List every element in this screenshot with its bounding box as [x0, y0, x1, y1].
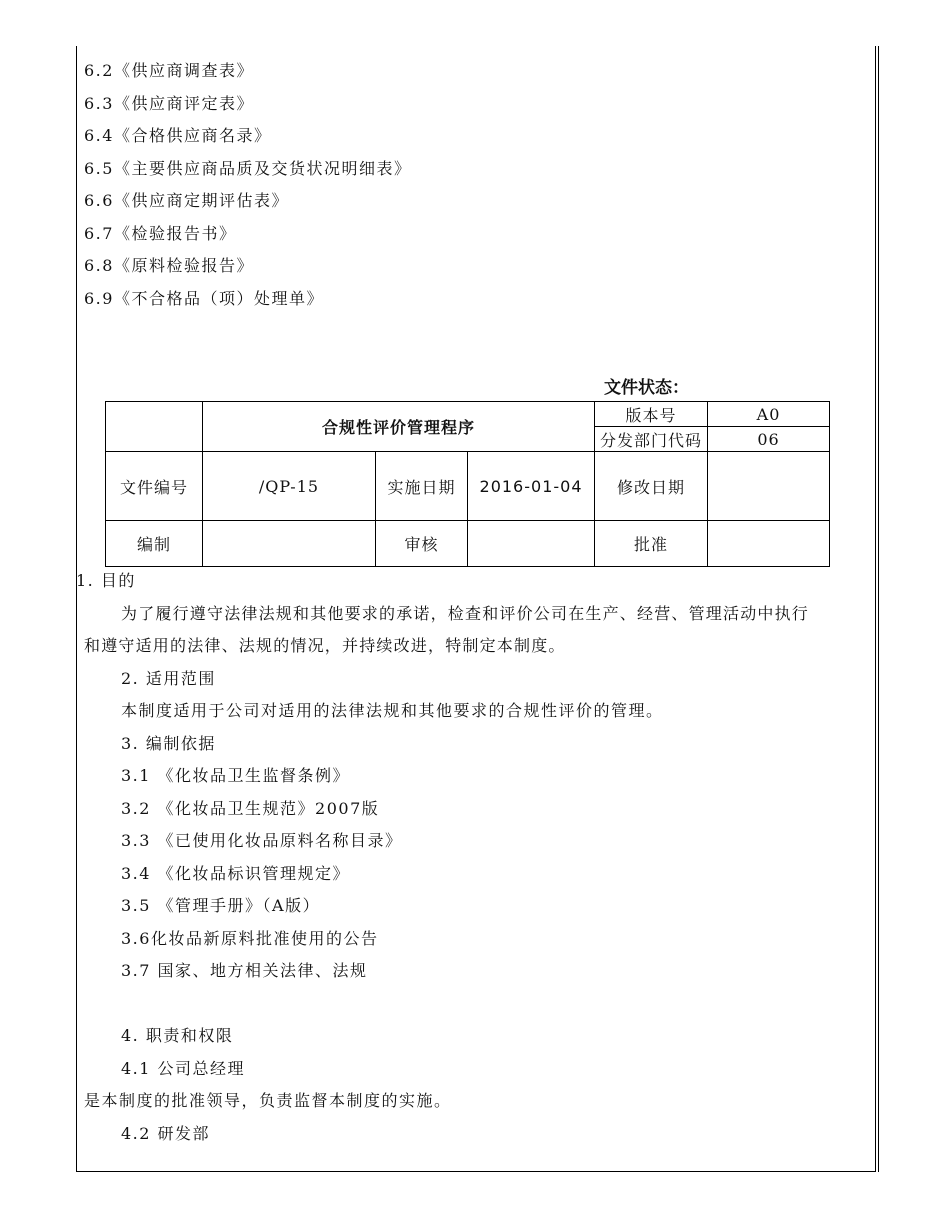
- impl-date-value: 2016-01-04: [468, 452, 595, 521]
- approved-value: [708, 521, 830, 567]
- section-3-item: 3.4 《化妆品标识管理规定》: [121, 863, 351, 883]
- frame-left-border: [76, 46, 77, 1172]
- section-3-item: 3.2 《化妆品卫生规范》2007版: [121, 798, 380, 818]
- header-blank-cell: [106, 402, 203, 452]
- section-2-heading: 2. 适用范围: [121, 668, 216, 688]
- section-4-2-heading: 4.2 研发部: [121, 1123, 211, 1143]
- document-header-table: [105, 401, 830, 567]
- reference-item: 6.8《原料检验报告》: [84, 256, 254, 275]
- frame-right-border-double: [878, 46, 879, 1172]
- spacer: [84, 988, 874, 1021]
- reference-item: 6.7《检验报告书》: [84, 223, 237, 243]
- section-3-item: 3.1 《化妆品卫生监督条例》: [121, 766, 351, 785]
- section-1-paragraph-line: 和遵守适用的法律、法规的情况，并持续改进，特制定本制度。: [84, 636, 566, 655]
- section-3-heading: 3. 编制依据: [121, 733, 216, 753]
- section-1-heading: 1. 目的: [76, 571, 136, 590]
- section-4-heading: 4. 职责和权限: [121, 1026, 234, 1045]
- section-3-item: 3.3 《已使用化妆品原料名称目录》: [121, 831, 403, 850]
- reference-list: [84, 55, 411, 315]
- prepared-value: [203, 521, 376, 567]
- doc-no-label: 文件编号: [106, 452, 203, 521]
- reviewed-value: [468, 521, 595, 567]
- section-1-paragraph-line: 为了履行遵守法律法规和其他要求的承诺，检查和评价公司在生产、经营、管理活动中执行: [121, 603, 810, 623]
- document-status-label: 文件状态：: [604, 378, 689, 398]
- section-4-1-heading: 4.1 公司总经理: [121, 1058, 246, 1078]
- section-3-item: 3.5 《管理手册》（A版）: [121, 896, 321, 915]
- dept-code-label: 分发部门代码: [595, 427, 708, 452]
- document-title: 合规性评价管理程序: [203, 402, 595, 452]
- dept-code-value: 06: [708, 427, 830, 452]
- section-4-1-text: 是本制度的批准领导，负责监督本制度的实施。: [84, 1091, 452, 1110]
- prepared-label: 编制: [106, 521, 203, 567]
- section-3-item: 3.6化妆品新原料批准使用的公告: [121, 928, 379, 948]
- reviewed-label: 审核: [376, 521, 468, 567]
- frame-right-border: [875, 46, 876, 1172]
- version-label: 版本号: [595, 402, 708, 427]
- approved-label: 批准: [595, 521, 708, 567]
- impl-date-label: 实施日期: [376, 452, 468, 521]
- version-value: A0: [708, 402, 830, 427]
- reference-item: 6.6《供应商定期评估表》: [84, 191, 289, 210]
- reference-item: 6.9《不合格品（项）处理单》: [84, 288, 324, 308]
- mod-date-label: 修改日期: [595, 452, 708, 521]
- section-2-text: 本制度适用于公司对适用的法律法规和其他要求的合规性评价的管理。: [121, 701, 664, 720]
- reference-item: 6.5《主要供应商品质及交货状况明细表》: [84, 158, 412, 178]
- section-3-item: 3.7 国家、地方相关法律、法规: [121, 961, 368, 980]
- mod-date-value: [708, 452, 830, 521]
- document-body: [76, 565, 874, 1150]
- reference-item: 6.4《合格供应商名录》: [84, 126, 272, 145]
- reference-item: 6.2《供应商调查表》: [84, 61, 254, 80]
- doc-no-value: /QP-15: [203, 452, 376, 521]
- reference-item: 6.3《供应商评定表》: [84, 93, 254, 113]
- frame-bottom-border: [76, 1171, 876, 1172]
